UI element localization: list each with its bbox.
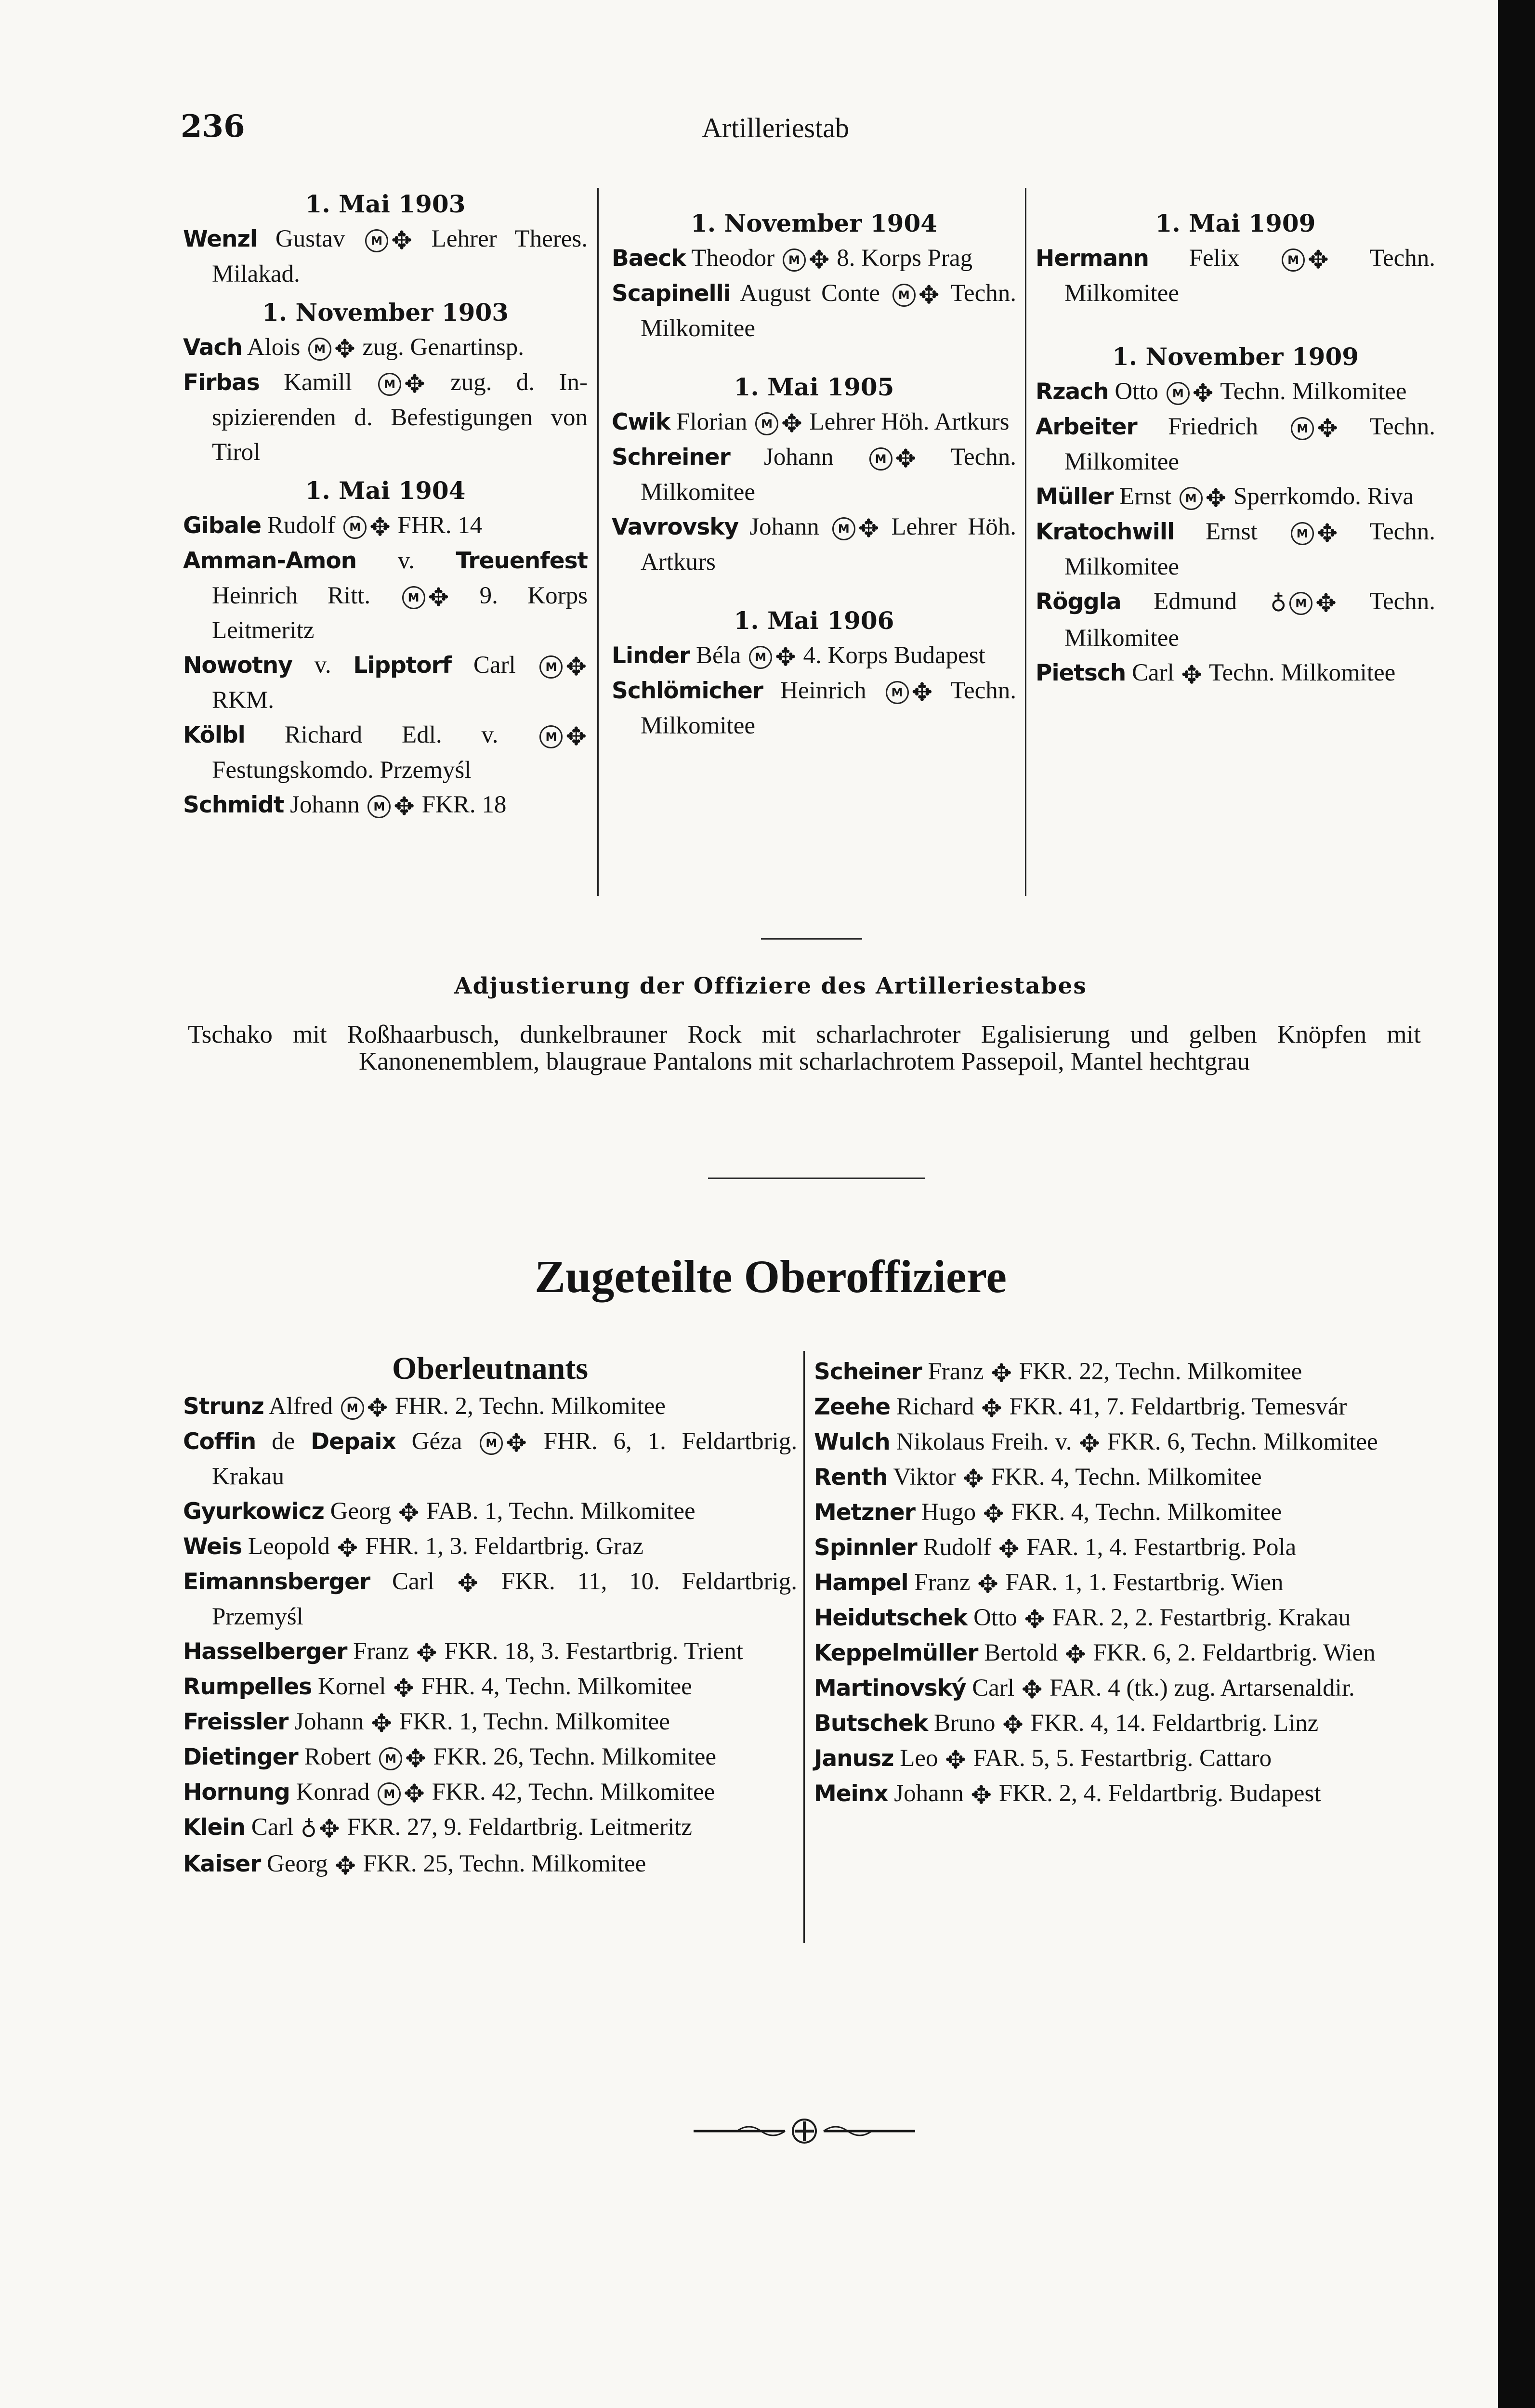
column-divider: [803, 1351, 805, 1943]
list-item: Schreiner Johann M ✥ Techn. Milkomitee: [612, 444, 1016, 506]
adjustierung-text: Tschako mit Roßhaarbusch, dunkelbrauner Rock mit scharlachroter Egalisierung und gelben Knöpfen mit Kanonenemblem, blaugraue Pantalons mit scharlachrotem Passepoil, Mantel hechtgrau: [188, 1021, 1421, 1075]
surname: Weis: [183, 1533, 242, 1560]
surname: Kaiser: [183, 1851, 261, 1878]
surname: Spinnler: [814, 1534, 917, 1561]
cross-icon: ✥: [506, 1429, 527, 1458]
surname: Hampel: [814, 1570, 908, 1596]
list-item: Gibale Rudolf M ✥ FHR. 14: [183, 512, 483, 542]
cross-icon: ✥: [398, 1499, 420, 1528]
medal-m-icon: M: [367, 795, 391, 818]
list-item: Hermann Felix M ✥ Techn. Milkomitee: [1036, 245, 1435, 307]
surname: Freissler: [183, 1709, 289, 1735]
list-item: Müller Ernst M ✥ Sperrkomdo. Riva: [1036, 483, 1414, 513]
list-item: Baeck Theodor M ✥ 8. Korps Prag: [612, 245, 973, 275]
medal-m-icon: M: [1289, 592, 1312, 615]
medal-m-icon: M: [343, 516, 367, 539]
subsection-title: Oberleutnants: [392, 1351, 589, 1386]
cross-icon: ✥: [404, 1780, 425, 1809]
cross-icon: ✥: [334, 335, 355, 364]
cross-icon: ✥: [998, 1535, 1020, 1564]
list-item: Röggla Edmund ♁ M ✥ Techn. Milkomitee: [1036, 584, 1435, 655]
surname: Metzner: [814, 1499, 915, 1526]
cross-icon: ✥: [945, 1746, 966, 1775]
list-item: Vavrovsky Johann M ✥ Lehrer Höh. Artkurs: [612, 513, 1016, 576]
list-item: Hampel Franz ✥ FAR. 1, 1. Festartbrig. Wien: [814, 1569, 1284, 1599]
list-item: Schmidt Johann M ✥ FKR. 18: [183, 791, 507, 822]
surname: Schmidt: [183, 792, 284, 818]
cross-icon: ✥: [457, 1569, 479, 1598]
cross-icon: ✥: [1308, 246, 1329, 275]
divider-rule: [708, 1178, 925, 1179]
list-item: Keppelmüller Bertold ✥ FKR. 6, 2. Feldartbrig. Wien: [814, 1639, 1376, 1670]
right-list: [814, 1354, 1435, 1811]
surname: Röggla: [1036, 589, 1121, 615]
cross-icon: ✥: [391, 226, 412, 256]
list-item: Klein Carl ♁✥ FKR. 27, 9. Feldartbrig. Leitmeritz: [183, 1810, 797, 1846]
list-item: Freissler Johann ✥ FKR. 1, Techn. Milkomitee: [183, 1708, 670, 1739]
cross-icon: ✥: [781, 409, 802, 439]
surname: Heidutschek: [814, 1605, 968, 1631]
medal-m-icon: M: [1282, 249, 1305, 272]
surname: Keppelmüller: [814, 1640, 978, 1666]
cross-icon: ✥: [918, 281, 940, 310]
medal-m-icon: M: [341, 1397, 364, 1420]
medal-m-icon: M: [755, 412, 778, 435]
list-item: Linder Béla M ✥ 4. Korps Budapest: [612, 642, 985, 672]
cross-icon: ✥: [977, 1570, 998, 1599]
section-heading: 1. November 1904: [690, 209, 938, 237]
list-item: Renth Viktor ✥ FKR. 4, Techn. Milkomitee: [814, 1464, 1262, 1494]
surname: Nowotny: [183, 652, 292, 679]
cross-icon: ✥: [335, 1851, 356, 1881]
cross-icon: ✥: [404, 370, 425, 399]
medal-m-icon: M: [1291, 417, 1314, 440]
cross-icon: ✥: [963, 1465, 984, 1494]
column-divider: [597, 188, 599, 896]
list-item: Kölbl Richard Edl. v. M ✥ Festungskomdo. Przemyśl: [183, 721, 587, 784]
list-item: Spinnler Rudolf ✥ FAR. 1, 4. Festartbrig. Pola: [814, 1534, 1297, 1564]
surname: Coffin: [183, 1428, 256, 1455]
surname: Meinx: [814, 1780, 888, 1807]
cross-icon: ✥: [394, 792, 415, 822]
cross-icon: ✥: [428, 583, 449, 613]
cross-icon: ✥: [1021, 1675, 1043, 1705]
list-item: Kratochwill Ernst M ✥ Techn. Milkomitee: [1036, 518, 1435, 580]
medal-m-icon: M: [1167, 382, 1190, 405]
surname: Schreiner: [612, 444, 730, 471]
cross-icon: ✥: [337, 1534, 358, 1563]
section-heading: 1. Mai 1903: [305, 190, 466, 218]
list-item: Coffin de Depaix Géza M ✥ FHR. 6, 1. Feldartbrig. Krakau: [183, 1428, 798, 1490]
surname-predicate: Depaix: [311, 1428, 396, 1455]
running-title: Artilleriestab: [701, 112, 849, 144]
medal-m-icon: M: [365, 229, 388, 252]
list-item: Gyurkowicz Georg ✥ FAB. 1, Techn. Milkomitee: [183, 1498, 695, 1528]
medal-ribbon-icon: ♁: [1270, 590, 1287, 617]
column-3: [1036, 202, 1435, 691]
surname: Cwik: [612, 409, 670, 435]
surname: Baeck: [612, 245, 686, 272]
surname: Vach: [183, 334, 242, 361]
list-item: Martinovský Carl ✥ FAR. 4 (tk.) zug. Artarsenaldir.: [814, 1675, 1355, 1705]
medal-m-icon: M: [832, 517, 855, 540]
list-item: Firbas Kamill M ✥ zug. d. Inspizierenden d. Befestigungen von Tirol: [183, 369, 588, 466]
surname: Klein: [183, 1814, 245, 1841]
list-item: Scheiner Franz ✥ FKR. 22, Techn. Milkomitee: [814, 1358, 1302, 1388]
medal-m-icon: M: [1291, 522, 1314, 545]
medal-m-icon: M: [378, 373, 401, 396]
section-heading: 1. Mai 1904: [305, 476, 466, 505]
medal-m-icon: M: [378, 1782, 401, 1806]
list-item: Hasselberger Franz ✥ FKR. 18, 3. Festartbrig. Trient: [183, 1638, 743, 1668]
medal-m-icon: M: [869, 447, 892, 471]
section-heading: 1. Mai 1905: [734, 373, 894, 401]
ornament-divider: [694, 2114, 915, 2148]
medal-m-icon: M: [892, 284, 916, 307]
list-item: Hornung Konrad M ✥ FKR. 42, Techn. Milkomitee: [183, 1779, 715, 1809]
cross-icon: ✥: [565, 722, 587, 752]
section-heading: 1. Mai 1909: [1155, 209, 1316, 237]
surname: Vavrovsky: [612, 514, 739, 540]
list-item: Amman-Amon v. Treuenfest Heinrich Ritt. M ✥ 9. Korps Leitmeritz: [183, 547, 588, 644]
surname: Hermann: [1036, 245, 1149, 272]
page-number: 236: [181, 108, 245, 144]
cross-icon: ✥: [858, 514, 879, 544]
cross-icon: ✥: [367, 1394, 388, 1423]
surname: Firbas: [183, 369, 260, 396]
list-item: Metzner Hugo ✥ FKR. 4, Techn. Milkomitee: [814, 1499, 1282, 1529]
cross-icon: ✥: [565, 653, 587, 682]
surname: Scapinelli: [612, 280, 731, 307]
column-2: [612, 202, 1016, 743]
cross-icon: ✥: [405, 1744, 426, 1774]
cross-icon: ✥: [1002, 1711, 1023, 1740]
medal-m-icon: M: [379, 1747, 402, 1770]
surname: Dietinger: [183, 1744, 298, 1770]
surname: Butschek: [814, 1710, 928, 1737]
section-heading: 1. Mai 1906: [734, 606, 894, 635]
medal-m-icon: M: [480, 1432, 503, 1455]
list-item: Kaiser Georg ✥ FKR. 25, Techn. Milkomitee: [183, 1850, 646, 1881]
section-heading: 1. November 1903: [262, 298, 509, 327]
surname: Wulch: [814, 1429, 890, 1455]
surname: Hasselberger: [183, 1638, 347, 1665]
column-divider: [1025, 188, 1026, 896]
scan-edge: [1498, 0, 1535, 2408]
cross-icon: ✥: [1064, 1640, 1086, 1670]
surname: Schlömicher: [612, 678, 763, 704]
cross-icon: ✥: [1315, 589, 1337, 618]
list-item: Rzach Otto M ✥ Techn. Milkomitee: [1036, 378, 1407, 408]
medal-m-icon: M: [539, 655, 563, 679]
cross-icon: ✥: [1181, 660, 1203, 690]
list-item: Schlömicher Heinrich M ✥ Techn. Milkomitee: [612, 677, 1016, 739]
surname: Wenzl: [183, 226, 257, 252]
medal-m-icon: M: [308, 338, 331, 361]
cross-icon: ✥: [775, 643, 796, 672]
medal-m-icon: M: [886, 681, 909, 704]
cross-icon: ✥: [371, 1709, 392, 1739]
list-item: Scapinelli August Conte M ✥ Techn. Milkomitee: [612, 280, 1016, 342]
surname: Kratochwill: [1036, 519, 1175, 545]
surname: Zeehe: [814, 1394, 891, 1420]
adjustierung-title: Adjustierung der Offiziere des Artilleriestabes: [454, 973, 1087, 999]
list-item: Janusz Leo ✥ FAR. 5, 5. Festartbrig. Cattaro: [814, 1745, 1272, 1775]
list-item: Nowotny v. Lipptorf Carl M ✥ RKM.: [183, 652, 587, 714]
surname: Amman-Amon: [183, 548, 357, 574]
surname: Scheiner: [814, 1359, 922, 1385]
cross-icon: ✥: [1079, 1429, 1100, 1459]
cross-icon: ✥: [971, 1781, 992, 1810]
cross-icon: ✥: [991, 1359, 1012, 1388]
section-heading: 1. November 1909: [1112, 342, 1359, 371]
cross-icon: ✥: [393, 1674, 414, 1703]
surname: Janusz: [814, 1745, 894, 1772]
list-item: Pietsch Carl ✥ Techn. Milkomitee: [1036, 659, 1396, 690]
left-list: [183, 1348, 797, 1882]
surname: Hornung: [183, 1779, 290, 1806]
surname: Renth: [814, 1464, 888, 1491]
surname: Martinovský: [814, 1675, 966, 1701]
list-item: Cwik Florian M ✥ Lehrer Höh. Artkurs: [612, 408, 1010, 439]
list-item: Eimannsberger Carl ✥ FKR. 11, 10. Feldartbrig. Przemyśl: [183, 1568, 798, 1630]
surname: Müller: [1036, 484, 1114, 510]
surname: Strunz: [183, 1393, 264, 1420]
column-1: [183, 183, 588, 823]
surname: Gibale: [183, 512, 262, 539]
surname: Eimannsberger: [183, 1569, 370, 1595]
surname: Linder: [612, 642, 690, 669]
surname: Arbeiter: [1036, 414, 1137, 440]
medal-m-icon: M: [1180, 487, 1203, 510]
cross-icon: ✥: [981, 1394, 1002, 1424]
surname: Rumpelles: [183, 1674, 312, 1700]
medal-m-icon: M: [749, 646, 772, 669]
cross-icon: ✥: [1316, 519, 1338, 549]
cross-icon: ✥: [895, 445, 917, 474]
surname: Rzach: [1036, 379, 1109, 405]
medal-ribbon-icon: ♁: [301, 1816, 317, 1843]
medal-m-icon: M: [402, 586, 425, 609]
list-item: Butschek Bruno ✥ FKR. 4, 14. Feldartbrig. Linz: [814, 1710, 1319, 1740]
cross-icon: ✥: [808, 246, 830, 275]
list-item: Weis Leopold ✥ FHR. 1, 3. Feldartbrig. Graz: [183, 1533, 643, 1563]
surname: Gyurkowicz: [183, 1498, 324, 1525]
surname: Kölbl: [183, 722, 245, 748]
list-item: Meinx Johann ✥ FKR. 2, 4. Feldartbrig. Budapest: [814, 1780, 1321, 1810]
cross-icon: ✥: [369, 513, 391, 542]
list-item: Dietinger Robert M ✥ FKR. 26, Techn. Milkomitee: [183, 1743, 717, 1774]
divider-rule: [761, 938, 862, 940]
list-item: Heidutschek Otto ✥ FAR. 2, 2. Festartbrig. Krakau: [814, 1604, 1351, 1635]
cross-icon: ✥: [1024, 1605, 1046, 1635]
section-title: Zugeteilte Oberoffiziere: [534, 1251, 1007, 1302]
medal-m-icon: M: [783, 249, 806, 272]
list-item: Arbeiter Friedrich M ✥ Techn. Milkomitee: [1036, 413, 1435, 475]
cross-icon: ✥: [1205, 484, 1227, 513]
list-item: Wulch Nikolaus Freih. v. ✥ FKR. 6, Techn. Milkomitee: [814, 1428, 1378, 1459]
cross-icon: ✥: [319, 1815, 340, 1844]
medal-m-icon: M: [539, 725, 563, 748]
surname-predicate: Treuenfest: [456, 548, 588, 574]
surname: Pietsch: [1036, 660, 1126, 687]
surname-predicate: Lipptorf: [353, 652, 452, 679]
cross-icon: ✥: [1317, 414, 1338, 444]
list-item: Rumpelles Kornel ✥ FHR. 4, Techn. Milkomitee: [183, 1673, 692, 1703]
list-item: Strunz Alfred M ✥ FHR. 2, Techn. Milkomitee: [183, 1393, 666, 1423]
cross-icon: ✥: [911, 678, 933, 707]
list-item: Zeehe Richard ✥ FKR. 41, 7. Feldartbrig. Temesvár: [814, 1393, 1347, 1424]
list-item: Wenzl Gustav M ✥ Lehrer Theres. Milakad.: [183, 225, 588, 288]
cross-icon: ✥: [416, 1639, 437, 1668]
cross-icon: ✥: [983, 1500, 1004, 1529]
list-item: Vach Alois M ✥ zug. Genartinsp.: [183, 334, 525, 364]
cross-icon: ✥: [1192, 379, 1214, 408]
